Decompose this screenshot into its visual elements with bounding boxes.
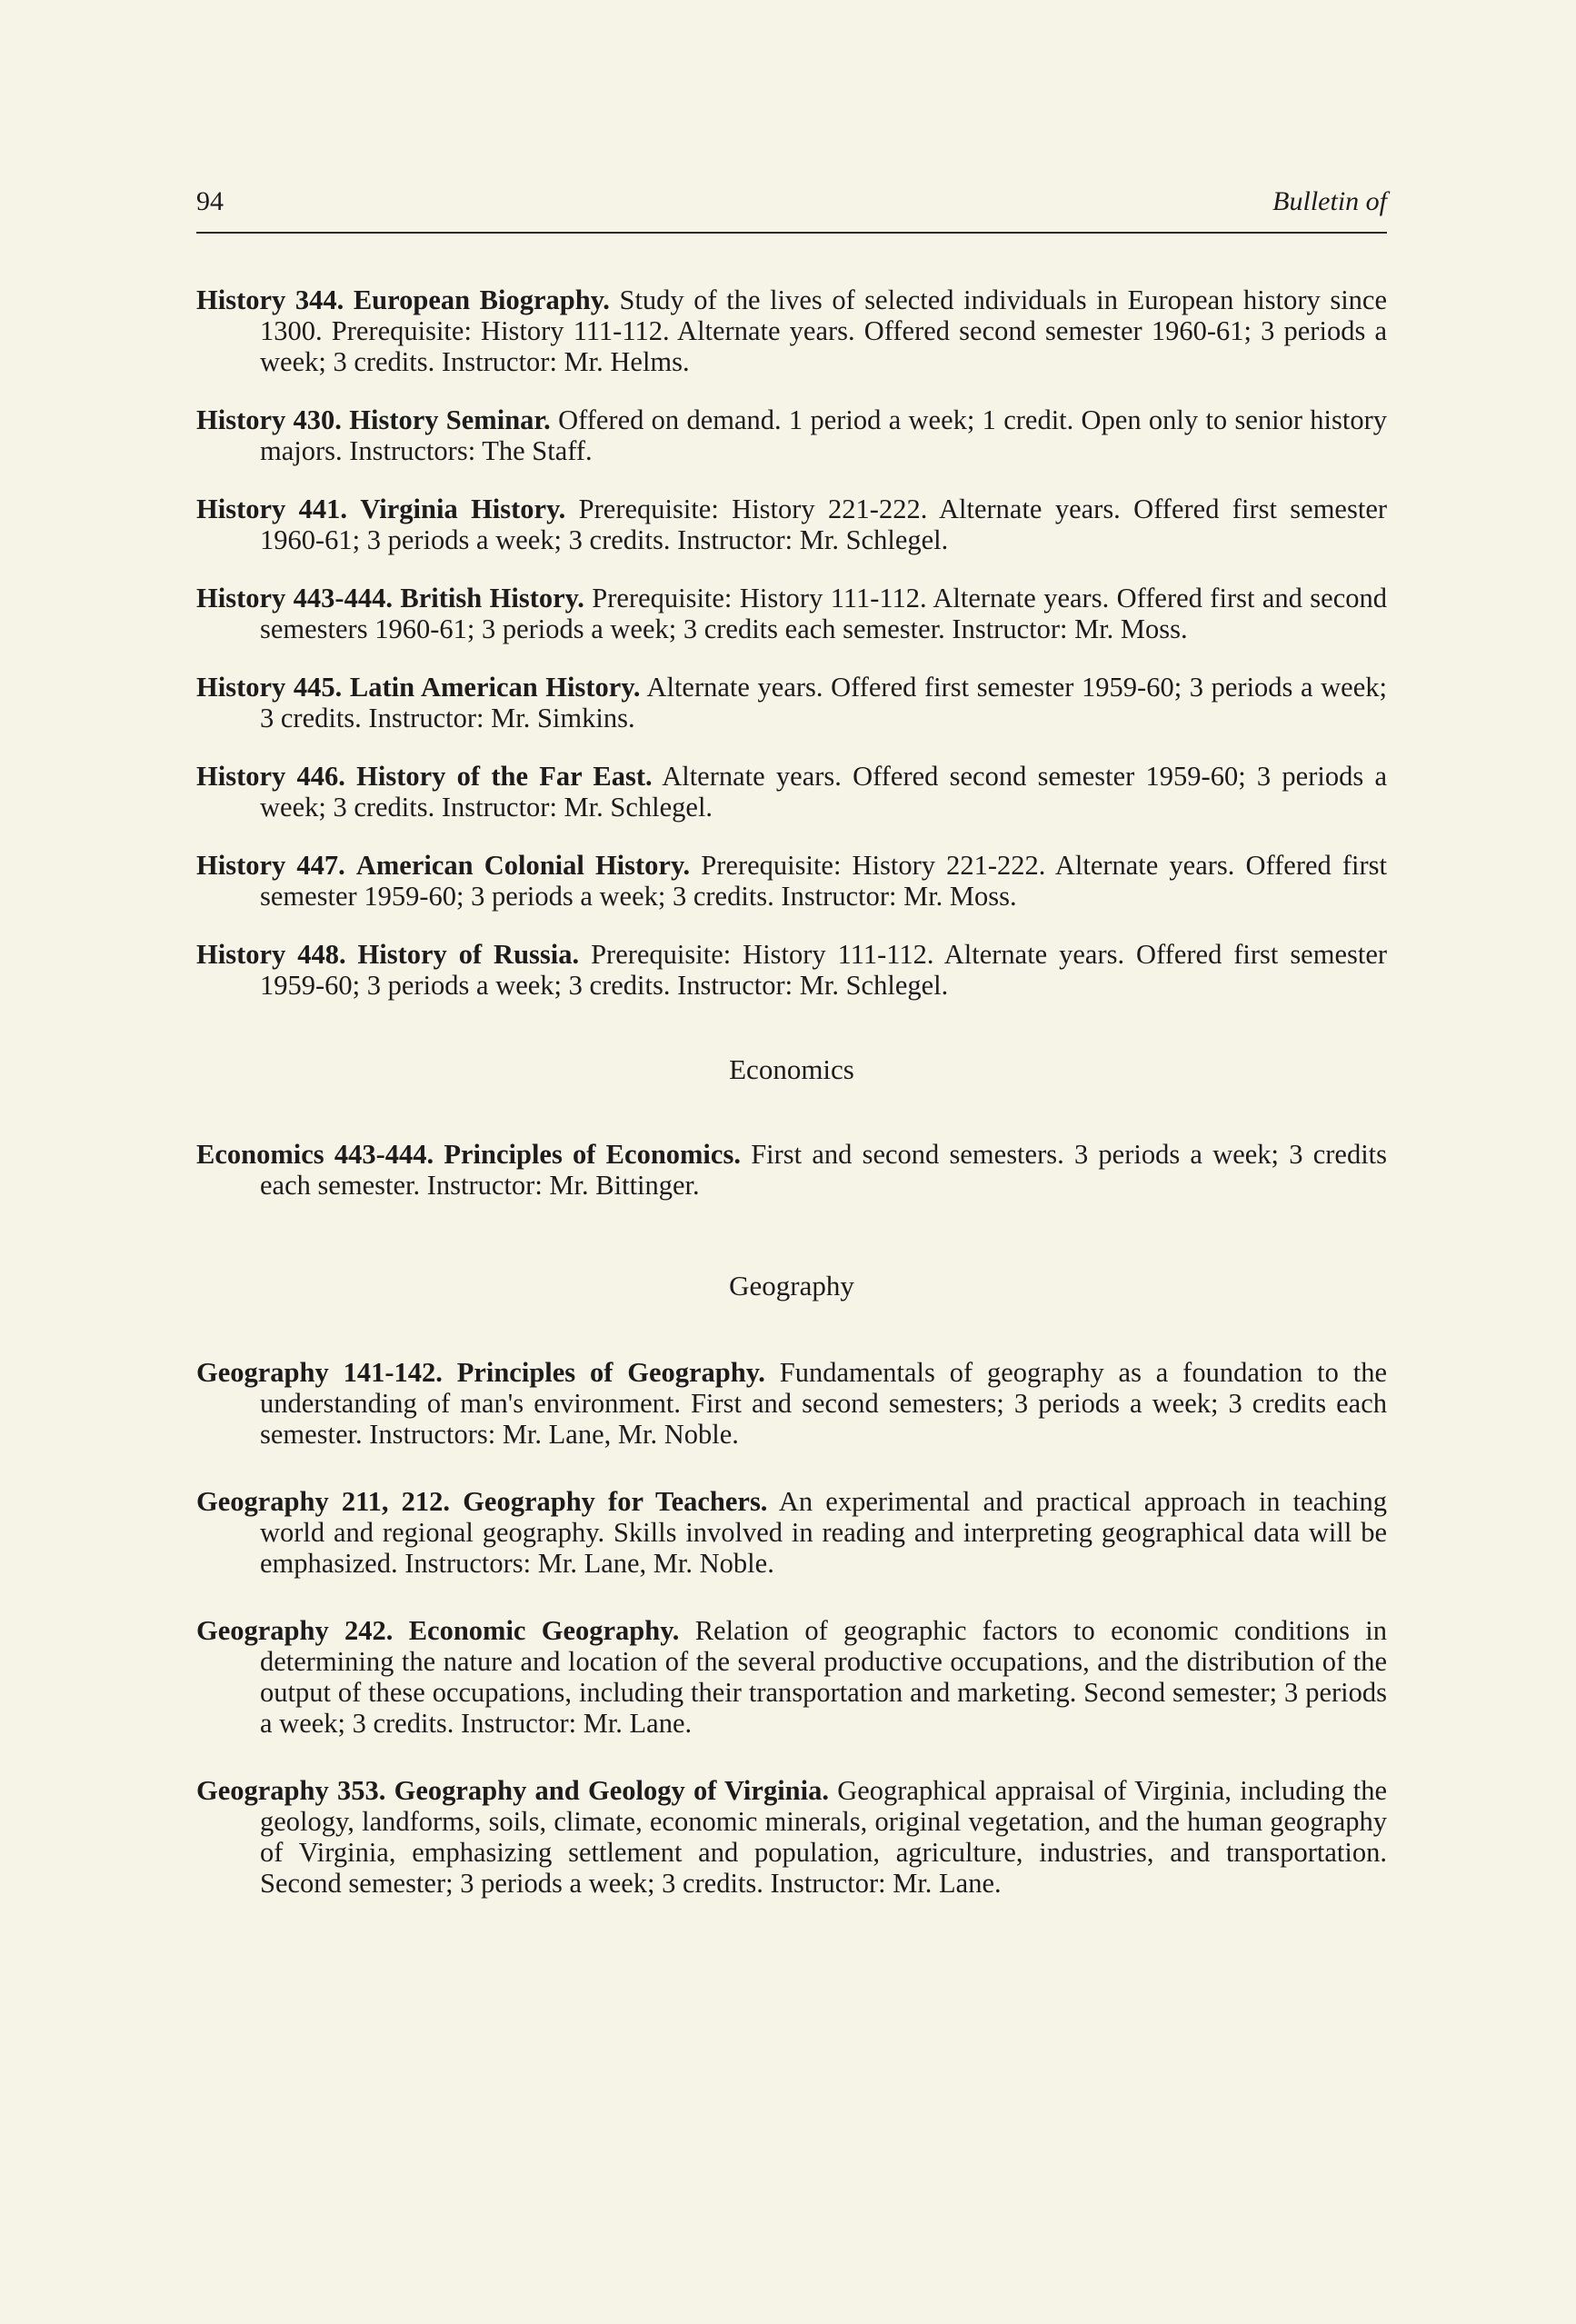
course-id: History 445. xyxy=(196,672,343,703)
course-entry xyxy=(196,583,1387,644)
course-entry xyxy=(196,404,1387,466)
course-title: European Biography. xyxy=(353,284,610,315)
course-description: Prerequisite: History 111-112. Alternate years. Offered first semester 1959-60; 3 periods a week; 3 credits. Instructor: Mr. Schlegel. xyxy=(260,939,1388,1001)
course-entry xyxy=(196,761,1387,823)
course-id: History 441. xyxy=(196,494,348,524)
course-description: First and second semesters. 3 periods a week; 3 credits each semester. Instructor: Mr. Bittinger. xyxy=(260,1139,1388,1201)
section-heading-geography: Geography xyxy=(729,1270,854,1302)
course-title: Geography and Geology of Virginia. xyxy=(394,1775,829,1806)
course-id: Economics 443-444. xyxy=(196,1139,434,1170)
course-description: Geographical appraisal of Virginia, including the geology, landforms, soils, climate, economic minerals, original vegetation, and the human geography of Virginia, emphasizing settlement and population, agriculture, industries, and transportation. Second semester; 3 periods a week; 3 credits. Instructor: Mr. Lane. xyxy=(260,1775,1388,1899)
course-entry xyxy=(196,1615,1387,1739)
course-entry xyxy=(196,850,1387,912)
course-description: Alternate years. Offered second semester 1959-60; 3 periods a week; 3 credits. Instructor: Mr. Schlegel. xyxy=(260,761,1388,823)
course-description: An experimental and practical approach in teaching world and regional geography. Skills involved in reading and interpreting geographical data will be emphasized. Instructors: Mr. Lane, Mr. Noble. xyxy=(260,1486,1387,1579)
course-id: Geography 141-142. xyxy=(196,1357,443,1388)
course-description: Prerequisite: History 221-222. Alternate years. Offered first semester 1960-61; 3 periods a week; 3 credits. Instructor: Mr. Schlegel. xyxy=(260,494,1388,555)
running-head xyxy=(196,186,1387,234)
course-entry xyxy=(196,284,1387,377)
section-heading-economics: Economics xyxy=(729,1053,854,1085)
course-id: Geography 242. xyxy=(196,1615,394,1646)
course-description: Prerequisite: History 221-222. Alternate years. Offered first semester 1959-60; 3 periods a week; 3 credits. Instructor: Mr. Moss. xyxy=(260,850,1387,912)
course-title: American Colonial History. xyxy=(355,850,691,881)
course-entry xyxy=(196,672,1387,733)
course-title: Principles of Geography. xyxy=(456,1357,765,1388)
course-entry xyxy=(196,494,1387,555)
course-entry xyxy=(196,939,1387,1001)
course-id: History 447. xyxy=(196,850,345,881)
catalog-page xyxy=(196,186,1387,1935)
course-description: Relation of geographic factors to economic conditions in determining the nature and location of the several productive occupations, and the distribution of the output of these occupations, including their transportation and marketing. Second semester; 3 periods a week; 3 credits. Instructor: Mr. Lane. xyxy=(260,1615,1388,1739)
course-description: Alternate years. Offered first semester 1959-60; 3 periods a week; 3 credits. Instructor: Mr. Simkins. xyxy=(260,672,1387,733)
course-id: History 448. xyxy=(196,939,346,970)
course-description: Fundamentals of geography as a foundation to the understanding of man's environment. First and second semesters; 3 periods a week; 3 credits each semester. Instructors: Mr. Lane, Mr. Noble. xyxy=(260,1357,1387,1450)
course-id: Geography 353. xyxy=(196,1775,386,1806)
course-id: History 344. xyxy=(196,284,344,315)
course-id: Geography 211, 212. xyxy=(196,1486,451,1517)
running-title: Bulletin of xyxy=(1272,186,1387,216)
course-title: Virginia History. xyxy=(360,494,566,524)
course-title: History of Russia. xyxy=(357,939,580,970)
course-description: Offered on demand. 1 period a week; 1 credit. Open only to senior history majors. Instructors: The Staff. xyxy=(260,404,1388,466)
course-title: Geography for Teachers. xyxy=(463,1486,768,1517)
course-description: Study of the lives of selected individuals in European history since 1300. Prerequisite: History 111-112. Alternate years. Offered second semester 1960-61; 3 periods a week; 3 credits. Instructor: Mr. Helms. xyxy=(260,284,1388,377)
course-title: British History. xyxy=(400,583,584,613)
course-id: History 446. xyxy=(196,761,345,792)
course-title: Principles of Economics. xyxy=(444,1139,741,1170)
course-id: History 430. xyxy=(196,404,342,435)
course-description: Prerequisite: History 111-112. Alternate years. Offered first and second semesters 1960-61; 3 periods a week; 3 credits each semester. Instructor: Mr. Moss. xyxy=(260,583,1388,644)
course-entry xyxy=(196,1486,1387,1579)
course-title: History Seminar. xyxy=(349,404,551,435)
course-entry xyxy=(196,1139,1387,1201)
course-title: Economic Geography. xyxy=(408,1615,680,1646)
course-id: History 443-444. xyxy=(196,583,393,613)
course-title: History of the Far East. xyxy=(356,761,653,792)
course-entry xyxy=(196,1775,1387,1899)
geography-course-list xyxy=(196,1357,1387,1899)
economics-course-list xyxy=(196,1139,1387,1201)
course-entry xyxy=(196,1357,1387,1450)
history-course-list xyxy=(196,284,1387,1001)
page-number: 94 xyxy=(196,186,224,216)
course-title: Latin American History. xyxy=(349,672,641,703)
